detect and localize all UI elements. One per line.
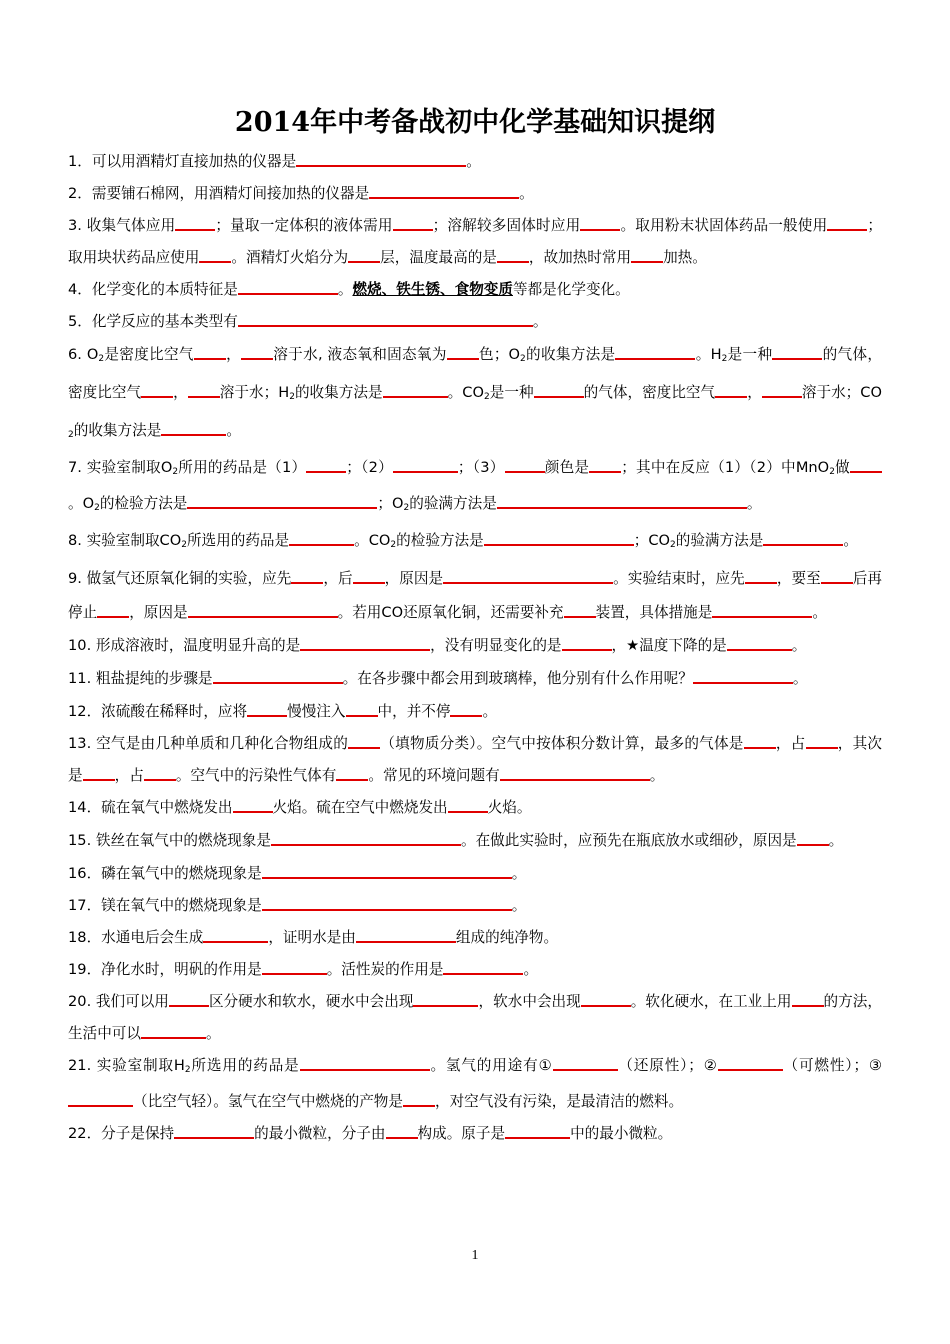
subscript: 2 — [829, 467, 835, 477]
question-text: 所选用的药品是 — [190, 1057, 300, 1074]
question-text: ，原因是 — [129, 604, 188, 621]
answer-blank[interactable] — [353, 565, 385, 584]
page-number: 1 — [471, 1248, 479, 1263]
question-text: 。 — [791, 637, 807, 654]
answer-blank[interactable] — [199, 244, 231, 263]
subscript: 2 — [390, 540, 397, 550]
question-2 — [68, 178, 882, 210]
answer-blank[interactable] — [386, 1120, 418, 1139]
question-text: 组成的纯净物。 — [455, 929, 559, 946]
answer-blank[interactable] — [505, 454, 545, 473]
question-text: 的收集方法是 — [294, 384, 383, 401]
question-text: ，没有明显变化的是 — [430, 637, 562, 654]
answer-blank[interactable] — [161, 417, 226, 436]
question-text: 所选用的药品是 — [186, 532, 290, 549]
question-text: 2．需要铺石棉网，用酒精灯间接加热的仪器是 — [68, 185, 370, 202]
question-text: 装置，具体措施是 — [595, 604, 713, 621]
question-text: 的收集方法是 — [73, 422, 162, 439]
question-19 — [68, 954, 882, 986]
question-text: ；（2） — [346, 459, 393, 476]
subscript: 2 — [98, 354, 105, 364]
answer-blank[interactable] — [306, 454, 346, 473]
question-text: 。H — [695, 346, 722, 363]
answer-blank[interactable] — [241, 341, 273, 360]
subscript: 2 — [403, 503, 410, 513]
answer-blank[interactable] — [188, 599, 338, 618]
subscript: 2 — [670, 540, 676, 550]
question-text: 区分硬水和软水，硬水中会出现 — [208, 993, 414, 1010]
question-text: 16．磷在氧气中的燃烧现象是 — [68, 865, 262, 882]
answer-blank[interactable] — [564, 599, 596, 618]
answer-blank[interactable] — [821, 565, 853, 584]
question-text: 层，温度最高的是 — [380, 249, 497, 266]
question-text: 中的最小微粒。 — [570, 1125, 673, 1142]
answer-blank[interactable] — [850, 454, 882, 473]
question-text: 15. 铁丝在氧气中的燃烧现象是 — [68, 832, 271, 849]
question-text: 的气体，密度比空气 — [68, 346, 882, 401]
question-list — [68, 146, 882, 1150]
answer-blank[interactable] — [615, 341, 695, 360]
question-text: 。 — [532, 313, 548, 330]
question-text: 。 — [466, 153, 481, 170]
question-5 — [68, 306, 882, 338]
answer-blank[interactable] — [271, 827, 461, 846]
question-text: 。 — [828, 832, 844, 849]
question-11 — [68, 662, 882, 696]
answer-blank[interactable] — [141, 1020, 206, 1039]
question-text: 是密度比空气 — [104, 346, 194, 363]
question-14 — [68, 792, 882, 824]
answer-blank[interactable] — [238, 308, 533, 327]
question-text: 11. 粗盐提纯的步骤是 — [68, 670, 213, 687]
question-text: 颜色是 — [544, 459, 590, 476]
answer-blank[interactable] — [505, 1120, 570, 1139]
question-text: ，证明水是由 — [268, 929, 356, 946]
question-7 — [68, 452, 882, 524]
question-text: 。 — [482, 703, 498, 720]
answer-blank[interactable] — [336, 762, 368, 781]
answer-blank[interactable] — [348, 244, 380, 263]
question-text: 的检验方法是 — [396, 532, 484, 549]
subscript: 2 — [520, 354, 526, 364]
answer-blank[interactable] — [262, 892, 512, 911]
question-text: 的收集方法是 — [525, 346, 616, 363]
question-text: 是一种 — [489, 384, 534, 401]
answer-blank[interactable] — [631, 244, 663, 263]
answer-blank[interactable] — [772, 341, 822, 360]
answer-blank[interactable] — [562, 632, 612, 651]
answer-blank[interactable] — [169, 988, 209, 1007]
question-text: 。 — [523, 961, 539, 978]
answer-blank[interactable] — [300, 1052, 430, 1071]
question-text: ，故加热时常用 — [528, 249, 632, 266]
answer-blank[interactable] — [238, 276, 338, 295]
answer-blank[interactable] — [762, 379, 802, 398]
question-21 — [68, 1050, 882, 1118]
answer-blank[interactable] — [534, 379, 584, 398]
answer-blank[interactable] — [187, 490, 377, 509]
question-text: （填物质分类）。空气中按体积分数计算，最多的气体是 — [380, 735, 744, 752]
question-text: 。CO — [447, 384, 484, 401]
answer-blank[interactable] — [581, 988, 631, 1007]
answer-blank[interactable] — [727, 632, 792, 651]
question-12 — [68, 696, 882, 728]
answer-blank[interactable] — [393, 454, 458, 473]
answer-blank[interactable] — [383, 379, 448, 398]
question-text: 的验满方法是 — [675, 532, 764, 549]
question-text: 。 — [649, 767, 665, 784]
question-text: ；O — [377, 495, 404, 512]
question-text: 。实验结束时，应先 — [613, 570, 745, 587]
answer-blank[interactable] — [484, 527, 634, 546]
question-text: 的验满方法是 — [409, 495, 497, 512]
answer-blank[interactable] — [403, 1088, 435, 1107]
question-text: 慢慢注入 — [287, 703, 346, 720]
question-text: ，后 — [323, 570, 353, 587]
answer-blank[interactable] — [448, 794, 488, 813]
question-text: 。CO — [354, 532, 391, 549]
answer-blank[interactable] — [175, 212, 215, 231]
answer-blank[interactable] — [792, 988, 824, 1007]
answer-blank[interactable] — [68, 1088, 133, 1107]
answer-blank[interactable] — [356, 924, 456, 943]
subscript: 2 — [181, 540, 187, 550]
question-text: 中，并不停 — [377, 703, 451, 720]
question-text: 6. O — [68, 346, 99, 363]
question-text: 。 — [226, 422, 241, 439]
question-text: 是一种 — [727, 346, 773, 363]
question-text: 溶于水；H — [219, 384, 290, 401]
question-text: ；其中在反应（1）（2）中MnO — [621, 459, 830, 476]
question-text: ，占 — [114, 767, 144, 784]
answer-blank[interactable] — [443, 956, 523, 975]
answer-blank[interactable] — [763, 527, 843, 546]
question-text: 的最小微粒，分子由 — [254, 1125, 386, 1142]
question-text: ， — [225, 346, 241, 363]
question-10 — [68, 630, 882, 662]
question-17 — [68, 890, 882, 922]
question-text: 。 — [792, 670, 808, 687]
question-text: ；溶解较多固体时应用 — [432, 217, 581, 234]
question-text: 。取用粉末状固体药品一般使用 — [620, 217, 828, 234]
question-13 — [68, 728, 882, 792]
answer-blank[interactable] — [262, 956, 327, 975]
answer-blank[interactable] — [827, 212, 867, 231]
question-text: 所用的药品是（1） — [178, 459, 307, 476]
question-15 — [68, 824, 882, 858]
answer-blank[interactable] — [393, 212, 433, 231]
question-text: ，软水中会出现 — [478, 993, 581, 1010]
document-title: 2014年中考备战初中化学基础知识提纲 — [234, 107, 716, 138]
question-text: ，原因是 — [384, 570, 444, 587]
question-text: 后再停止 — [68, 570, 882, 621]
question-text: 。 — [746, 495, 762, 512]
question-text: 。活性炭的作用是 — [326, 961, 444, 978]
question-text: 加热。 — [663, 249, 707, 266]
question-text: 火焰。 — [487, 799, 532, 816]
question-text: 8. 实验室制取CO — [68, 532, 182, 549]
question-6 — [68, 338, 882, 452]
question-text: 。 — [337, 281, 353, 298]
question-text: 。常见的环境问题有 — [368, 767, 500, 784]
question-text: 。 — [812, 604, 827, 621]
question-text: 的气体，密度比空气 — [583, 384, 716, 401]
question-text: 的检验方法是 — [99, 495, 188, 512]
question-text: ；（3） — [457, 459, 505, 476]
question-text: ，要至 — [776, 570, 821, 587]
question-text: 等都是化学变化。 — [512, 281, 630, 298]
question-20 — [68, 986, 882, 1050]
answer-blank[interactable] — [83, 762, 115, 781]
answer-blank[interactable] — [715, 379, 747, 398]
subscript: 2 — [289, 392, 295, 402]
answer-blank[interactable] — [718, 1052, 783, 1071]
question-text: 18．水通电后会生成 — [68, 929, 204, 946]
question-text: 。氢气的用途有① — [429, 1057, 553, 1074]
answer-blank[interactable] — [497, 244, 529, 263]
question-text: ，对空气没有污染，是最清洁的燃料。 — [434, 1093, 684, 1110]
question-text: 。 — [511, 865, 527, 882]
question-text: 1．可以用酒精灯直接加热的仪器是 — [68, 153, 297, 170]
question-text: 17．镁在氧气中的燃烧现象是 — [68, 897, 262, 914]
question-text: 。酒精灯火焰分为 — [231, 249, 349, 266]
answer-blank[interactable] — [745, 565, 777, 584]
answer-blank[interactable] — [369, 180, 519, 199]
answer-blank[interactable] — [450, 698, 482, 717]
question-text: 火焰。硫在空气中燃烧发出 — [272, 799, 448, 816]
answer-blank[interactable] — [203, 924, 268, 943]
question-text: 21. 实验室制取H — [68, 1057, 185, 1074]
question-22 — [68, 1118, 882, 1150]
question-text: ， — [747, 384, 762, 401]
question-text: 。在各步骤中都会用到玻璃棒，他分别有什么作用呢？ — [342, 670, 693, 687]
question-text: 7. 实验室制取O — [68, 459, 173, 476]
answer-blank[interactable] — [580, 212, 620, 231]
answer-blank[interactable] — [291, 565, 323, 584]
answer-blank[interactable] — [744, 730, 776, 749]
answer-blank[interactable] — [443, 565, 613, 584]
question-text: 。空气中的污染性气体有 — [175, 767, 337, 784]
answer-blank[interactable] — [348, 730, 380, 749]
question-text: 14．硫在氧气中燃烧发出 — [68, 799, 233, 816]
answer-blank[interactable] — [447, 341, 479, 360]
question-text: 的方法，生活中可以 — [68, 993, 882, 1042]
subscript: 2 — [483, 392, 490, 402]
answer-blank[interactable] — [233, 794, 273, 813]
subscript: 2 — [721, 354, 728, 364]
question-text: 13. 空气是由几种单质和几种化合物组成的 — [68, 735, 349, 752]
question-text: 做 — [834, 459, 850, 476]
question-8 — [68, 524, 882, 562]
question-text: 构成。原子是 — [417, 1125, 506, 1142]
question-text: 。若用CO还原氧化铜，还需要补充 — [337, 604, 564, 621]
question-text: 10. 形成溶液时，温度明显升高的是 — [68, 637, 301, 654]
question-text: ；量取一定体积的液体需用 — [215, 217, 393, 234]
answer-blank[interactable] — [589, 454, 621, 473]
question-text: （可燃性）；③ — [782, 1057, 882, 1074]
answer-blank[interactable] — [693, 665, 793, 684]
subscript: 2 — [94, 503, 100, 513]
question-text: 。 — [205, 1025, 221, 1042]
question-text: 19．净化水时，明矾的作用是 — [68, 961, 262, 978]
question-text: （还原性）；② — [617, 1057, 718, 1074]
answer-blank[interactable] — [806, 730, 838, 749]
question-18 — [68, 922, 882, 954]
question-text: ，其次是 — [68, 735, 882, 784]
answer-blank[interactable] — [213, 665, 343, 684]
question-text: 3. 收集气体应用 — [68, 217, 176, 234]
subscript: 2 — [68, 430, 74, 440]
question-text: ， — [173, 384, 188, 401]
question-text: 。 — [843, 532, 858, 549]
question-text: 色；O — [478, 346, 521, 363]
emphasized-text: 燃烧、铁生锈、食物变质 — [352, 281, 513, 298]
answer-blank[interactable] — [97, 599, 129, 618]
question-text: 溶于水, 液态氧和固态氧为 — [272, 346, 447, 363]
question-9 — [68, 562, 882, 630]
question-text: 。在做此实验时，应预先在瓶底放水或细砂，原因是 — [460, 832, 797, 849]
question-text: 20. 我们可以用 — [68, 993, 169, 1010]
answer-blank[interactable] — [413, 988, 478, 1007]
question-text: （比空气轻）。氢气在空气中燃烧的产物是 — [133, 1093, 403, 1110]
question-text: 。软化硬水，在工业上用 — [630, 993, 792, 1010]
answer-blank[interactable] — [553, 1052, 618, 1071]
answer-blank[interactable] — [289, 527, 354, 546]
question-1 — [68, 146, 882, 178]
answer-blank[interactable] — [497, 490, 747, 509]
question-3 — [68, 210, 882, 274]
answer-blank[interactable] — [144, 762, 176, 781]
question-text: 溶于水；CO — [801, 384, 882, 401]
question-4 — [68, 274, 882, 306]
subscript: 2 — [172, 467, 179, 477]
question-text: 。O — [68, 495, 95, 512]
answer-blank[interactable] — [141, 379, 173, 398]
answer-blank[interactable] — [300, 632, 430, 651]
question-text: 5．化学反应的基本类型有 — [68, 313, 238, 330]
question-text: 。 — [519, 185, 534, 202]
subscript: 2 — [184, 1065, 191, 1075]
question-text: ；CO — [633, 532, 670, 549]
question-text: 。 — [511, 897, 527, 914]
question-text: 9. 做氢气还原氧化铜的实验，应先 — [68, 570, 292, 587]
answer-blank[interactable] — [296, 148, 466, 167]
answer-blank[interactable] — [712, 599, 812, 618]
question-text: ，★温度下降的是 — [611, 637, 727, 654]
answer-blank[interactable] — [262, 860, 512, 879]
answer-blank[interactable] — [797, 827, 829, 846]
question-text: 12．浓硫酸在稀释时，应将 — [68, 703, 248, 720]
answer-blank[interactable] — [174, 1120, 254, 1139]
answer-blank[interactable] — [194, 341, 226, 360]
answer-blank[interactable] — [188, 379, 220, 398]
answer-blank[interactable] — [346, 698, 378, 717]
question-16 — [68, 858, 882, 890]
question-text: ，占 — [775, 735, 806, 752]
answer-blank[interactable] — [247, 698, 287, 717]
question-text: 4．化学变化的本质特征是 — [68, 281, 238, 298]
answer-blank[interactable] — [500, 762, 650, 781]
question-text: ；取用块状药品应使用 — [68, 217, 882, 266]
question-text: 22．分子是保持 — [68, 1125, 175, 1142]
